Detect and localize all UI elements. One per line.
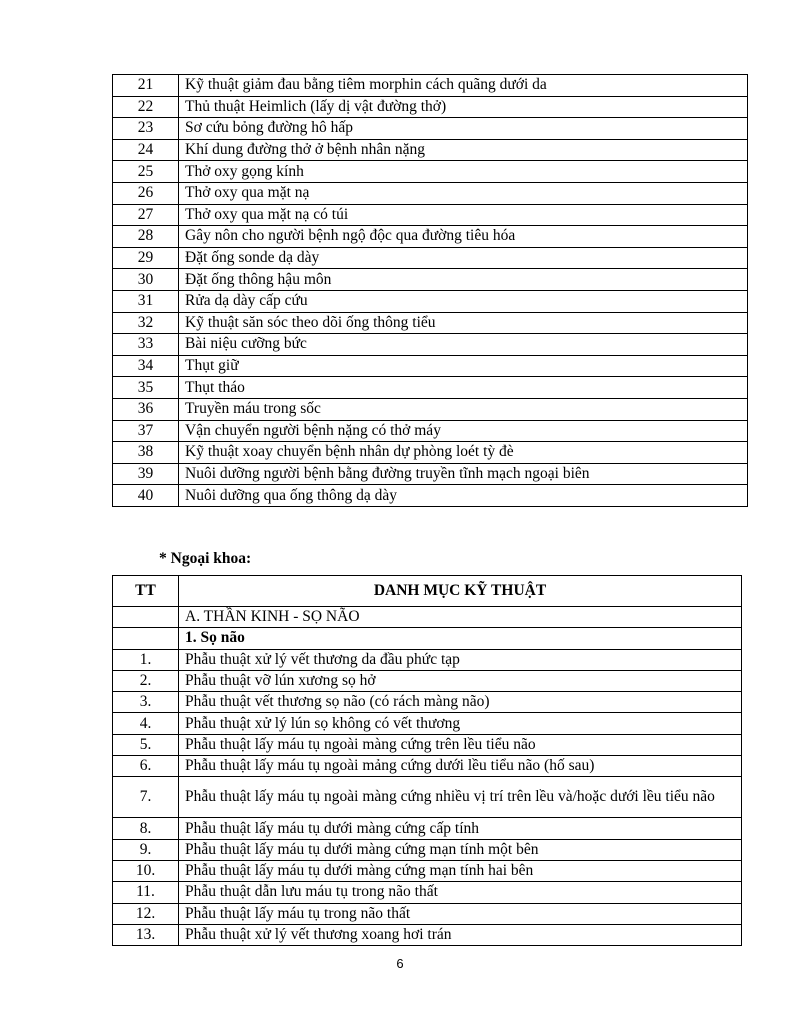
row-number: 32 — [113, 312, 179, 334]
subgroup-heading-num — [113, 628, 179, 649]
row-number: 25 — [113, 161, 179, 183]
row-technique: Phẫu thuật lấy máu tụ dưới màng cứng cấp tính — [179, 818, 742, 839]
table-header-row — [113, 576, 742, 607]
table-row — [113, 161, 748, 183]
row-technique: Phẫu thuật xử lý vết thương xoang hơi trán — [179, 924, 742, 945]
row-number: 29 — [113, 247, 179, 269]
row-number: 2. — [113, 670, 179, 691]
table-row — [113, 839, 742, 860]
row-number: 33 — [113, 334, 179, 356]
table-row — [113, 269, 748, 291]
row-number: 39 — [113, 463, 179, 485]
surgery-table-body — [113, 607, 742, 946]
subgroup-heading: 1. Sọ não — [179, 628, 742, 649]
table-row — [113, 355, 748, 377]
row-technique: Kỹ thuật săn sóc theo dõi ống thông tiểu — [179, 312, 748, 334]
row-number: 37 — [113, 420, 179, 442]
table-row — [113, 756, 742, 777]
row-technique: Thở oxy gọng kính — [179, 161, 748, 183]
group-heading-num — [113, 607, 179, 628]
row-technique: Đặt ống thông hậu môn — [179, 269, 748, 291]
surgery-procedures-table — [112, 575, 742, 946]
table-row — [113, 734, 742, 755]
row-number: 21 — [113, 75, 179, 97]
row-technique: Kỹ thuật giảm đau bằng tiêm morphin cách quãng dưới da — [179, 75, 748, 97]
row-number: 28 — [113, 226, 179, 248]
row-technique: Phẫu thuật dẫn lưu máu tụ trong não thất — [179, 882, 742, 903]
row-number: 36 — [113, 398, 179, 420]
table-row — [113, 903, 742, 924]
row-technique: Truyền máu trong sốc — [179, 398, 748, 420]
table-row — [113, 882, 742, 903]
row-technique: Thụt tháo — [179, 377, 748, 399]
table-row — [113, 204, 748, 226]
table-row — [113, 463, 748, 485]
table-row — [113, 860, 742, 881]
table-row — [113, 420, 748, 442]
row-number: 31 — [113, 290, 179, 312]
row-technique: Kỹ thuật xoay chuyển bệnh nhân dự phòng loét tỳ đè — [179, 442, 748, 464]
table-row — [113, 398, 748, 420]
row-technique: Phẫu thuật lấy máu tụ ngoài mảng cứng dưới lều tiểu não (hố sau) — [179, 756, 742, 777]
table-row — [113, 118, 748, 140]
row-technique: Sơ cứu bỏng đường hô hấp — [179, 118, 748, 140]
table-row — [113, 818, 742, 839]
row-number: 1. — [113, 649, 179, 670]
table-row — [113, 334, 748, 356]
row-technique: Vận chuyển người bệnh nặng có thở máy — [179, 420, 748, 442]
row-number: 13. — [113, 924, 179, 945]
row-technique: Phẫu thuật lấy máu tụ ngoài màng cứng trên lều tiểu não — [179, 734, 742, 755]
row-number: 34 — [113, 355, 179, 377]
row-technique: Phẫu thuật lấy máu tụ dưới màng cứng mạn tính một bên — [179, 839, 742, 860]
row-number: 7. — [113, 777, 179, 818]
table-row — [113, 442, 748, 464]
row-number: 23 — [113, 118, 179, 140]
row-number: 26 — [113, 182, 179, 204]
page-number: 6 — [396, 956, 404, 971]
header-technique-list: DANH MỤC KỸ THUẬT — [179, 576, 742, 607]
table-row — [113, 182, 748, 204]
table-row — [113, 377, 748, 399]
table-row — [113, 649, 742, 670]
table-row — [113, 75, 748, 97]
table-row — [113, 312, 748, 334]
table-row — [113, 670, 742, 691]
row-technique: Phẫu thuật xử lý vết thương da đầu phức tạp — [179, 649, 742, 670]
row-number: 3. — [113, 692, 179, 713]
row-number: 4. — [113, 713, 179, 734]
row-technique: Thủ thuật Heimlich (lấy dị vật đường thở) — [179, 96, 748, 118]
row-number: 35 — [113, 377, 179, 399]
row-number: 30 — [113, 269, 179, 291]
row-technique: Đặt ống sonde dạ dày — [179, 247, 748, 269]
group-heading-row — [113, 607, 742, 628]
row-technique: Thở oxy qua mặt nạ có túi — [179, 204, 748, 226]
subgroup-heading-row — [113, 628, 742, 649]
row-number: 22 — [113, 96, 179, 118]
row-technique: Phẫu thuật xử lý lún sọ không có vết thương — [179, 713, 742, 734]
row-number: 8. — [113, 818, 179, 839]
row-technique: Phẫu thuật vết thương sọ não (có rách màng não) — [179, 692, 742, 713]
table-row — [113, 485, 748, 507]
row-technique: Phẫu thuật lấy máu tụ trong não thất — [179, 903, 742, 924]
group-heading: A. THẦN KINH - SỌ NÃO — [179, 607, 742, 628]
row-technique: Thở oxy qua mặt nạ — [179, 182, 748, 204]
procedures-table-continued — [112, 74, 748, 507]
table-row — [113, 96, 748, 118]
header-tt: TT — [113, 576, 179, 607]
table-row — [113, 139, 748, 161]
row-number: 9. — [113, 839, 179, 860]
table-row — [113, 247, 748, 269]
table-row — [113, 226, 748, 248]
row-number: 38 — [113, 442, 179, 464]
row-number: 27 — [113, 204, 179, 226]
row-number: 6. — [113, 756, 179, 777]
row-technique: Rửa dạ dày cấp cứu — [179, 290, 748, 312]
row-number: 12. — [113, 903, 179, 924]
table-row — [113, 924, 742, 945]
section-title: * Ngoại khoa: — [159, 550, 252, 567]
row-technique: Nuôi dưỡng người bệnh bằng đường truyền tĩnh mạch ngoại biên — [179, 463, 748, 485]
row-number: 24 — [113, 139, 179, 161]
row-number: 40 — [113, 485, 179, 507]
table-row — [113, 692, 742, 713]
procedures-table-body — [113, 75, 748, 507]
row-technique: Thụt giữ — [179, 355, 748, 377]
table-row — [113, 713, 742, 734]
row-technique: Bài niệu cưỡng bức — [179, 334, 748, 356]
row-technique: Gây nôn cho người bệnh ngộ độc qua đường tiêu hóa — [179, 226, 748, 248]
row-number: 5. — [113, 734, 179, 755]
row-technique: Khí dung đường thở ở bệnh nhân nặng — [179, 139, 748, 161]
row-number: 11. — [113, 882, 179, 903]
row-technique: Phẫu thuật lấy máu tụ dưới màng cứng mạn tính hai bên — [179, 860, 742, 881]
row-number: 10. — [113, 860, 179, 881]
row-technique: Phẫu thuật lấy máu tụ ngoài màng cứng nhiều vị trí trên lều và/hoặc dưới lều tiểu não — [179, 777, 742, 818]
table-row — [113, 777, 742, 818]
row-technique: Nuôi dưỡng qua ống thông dạ dày — [179, 485, 748, 507]
table-row — [113, 290, 748, 312]
row-technique: Phẫu thuật vỡ lún xương sọ hở — [179, 670, 742, 691]
